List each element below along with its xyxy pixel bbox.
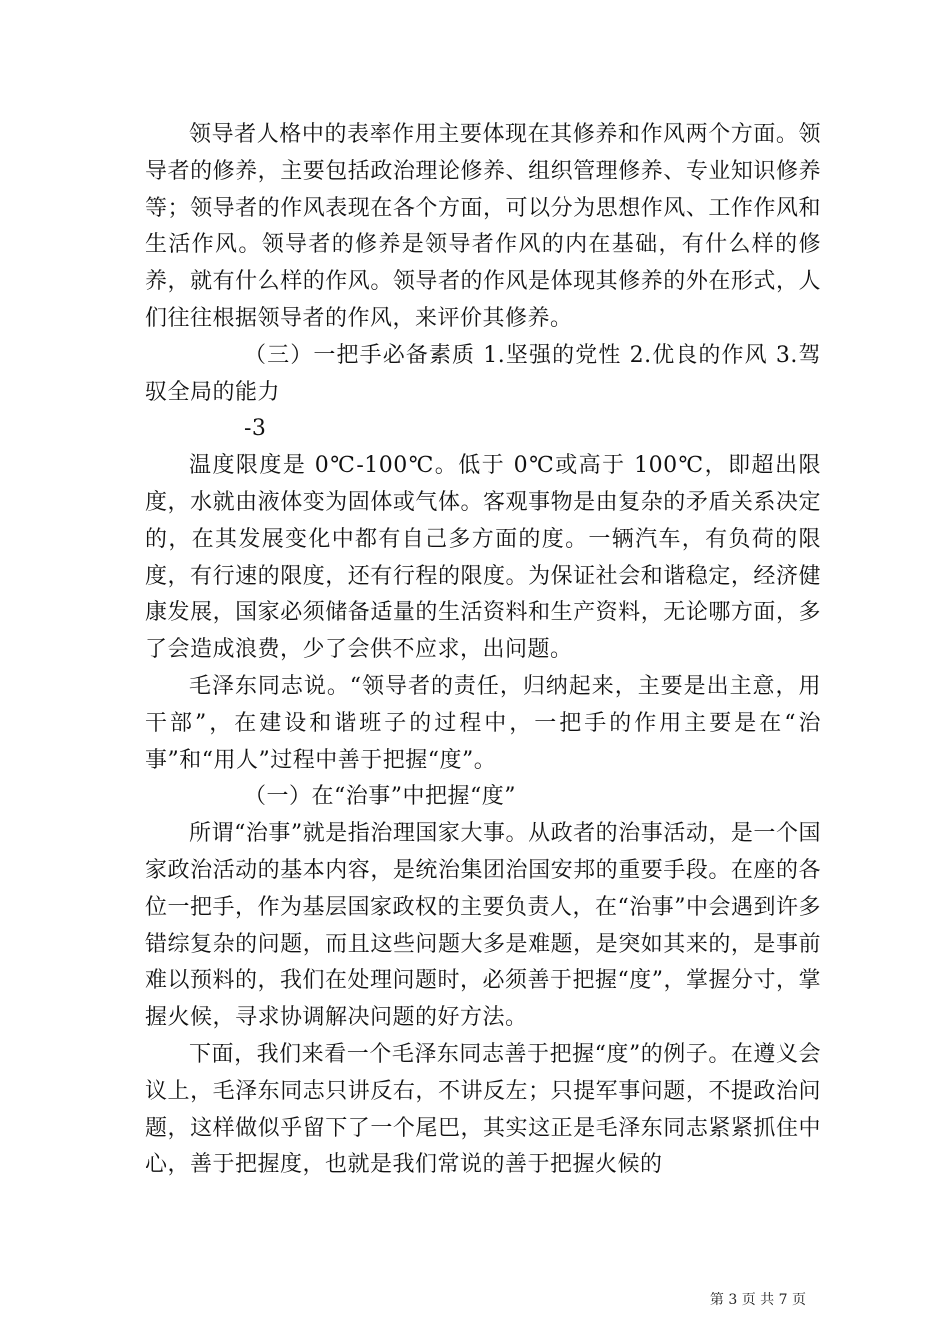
- paragraph-governing-affairs: 所谓“治事”就是指治理国家大事。从政者的治事活动，是一个国家政治活动的基本内容，是统治集团治国安邦的重要手段。在座的各位一把手，作为基层国家政权的主要负责人，在“治事”中会遇到许多错综复杂的问题，而且这些问题大多是难题，是突如其来的，是事前难以预料的，我们在处理问题时，必须善于把握“度”，掌握分寸，掌握火候，寻求协调解决问题的好方法。: [145, 821, 821, 1031]
- section-heading-qualities: （三）一把手必备素质 1.坚强的党性 2.优良的作风 3.驾驭全局的能力: [145, 342, 821, 405]
- document-body: [145, 117, 821, 1184]
- paragraph-mao-quote: 毛泽东同志说。“领导者的责任，归纳起来，主要是出主意，用干部”，在建设和谐班子的过程中，一把手的作用主要是在“治事”和“用人”过程中善于把握“度”。: [145, 673, 821, 773]
- page-marker: -3: [244, 416, 267, 442]
- paragraph-zunyi-example: 下面，我们来看一个毛泽东同志善于把握“度”的例子。在遵义会议上，毛泽东同志只讲反右，不讲反左；只提军事问题，不提政治问题，这样做似乎留下了一个尾巴，其实这正是毛泽东同志紧紧抓住中心，善于把握度，也就是我们常说的善于把握火候的: [145, 1041, 821, 1178]
- section-heading-governing: （一）在“治事”中把握“度”: [244, 784, 516, 810]
- paragraph-temperature-limit: 温度限度是 0℃-100℃。低于 0℃或高于 100℃，即超出限度，水就由液体变为固体或气体。客观事物是由复杂的矛盾关系决定的，在其发展变化中都有自己多方面的度。一辆汽车，有负荷的限度，有行速的限度，还有行程的限度。为保证社会和谐稳定，经济健康发展，国家必须储备适量的生活资料和生产资料，无论哪方面，多了会造成浪费，少了会供不应求，出问题。: [145, 453, 821, 663]
- page-number: 第 3 页 共 7 页: [709, 1292, 806, 1308]
- paragraph-leader-example: 领导者人格中的表率作用主要体现在其修养和作风两个方面。领导者的修养，主要包括政治理论修养、组织管理修养、专业知识修养等；领导者的作风表现在各个方面，可以分为思想作风、工作作风和生活作风。领导者的修养是领导者作风的内在基础，有什么样的修养，就有什么样的作风。领导者的作风是体现其修养的外在形式，人们往往根据领导者的作风，来评价其修养。: [145, 122, 821, 331]
